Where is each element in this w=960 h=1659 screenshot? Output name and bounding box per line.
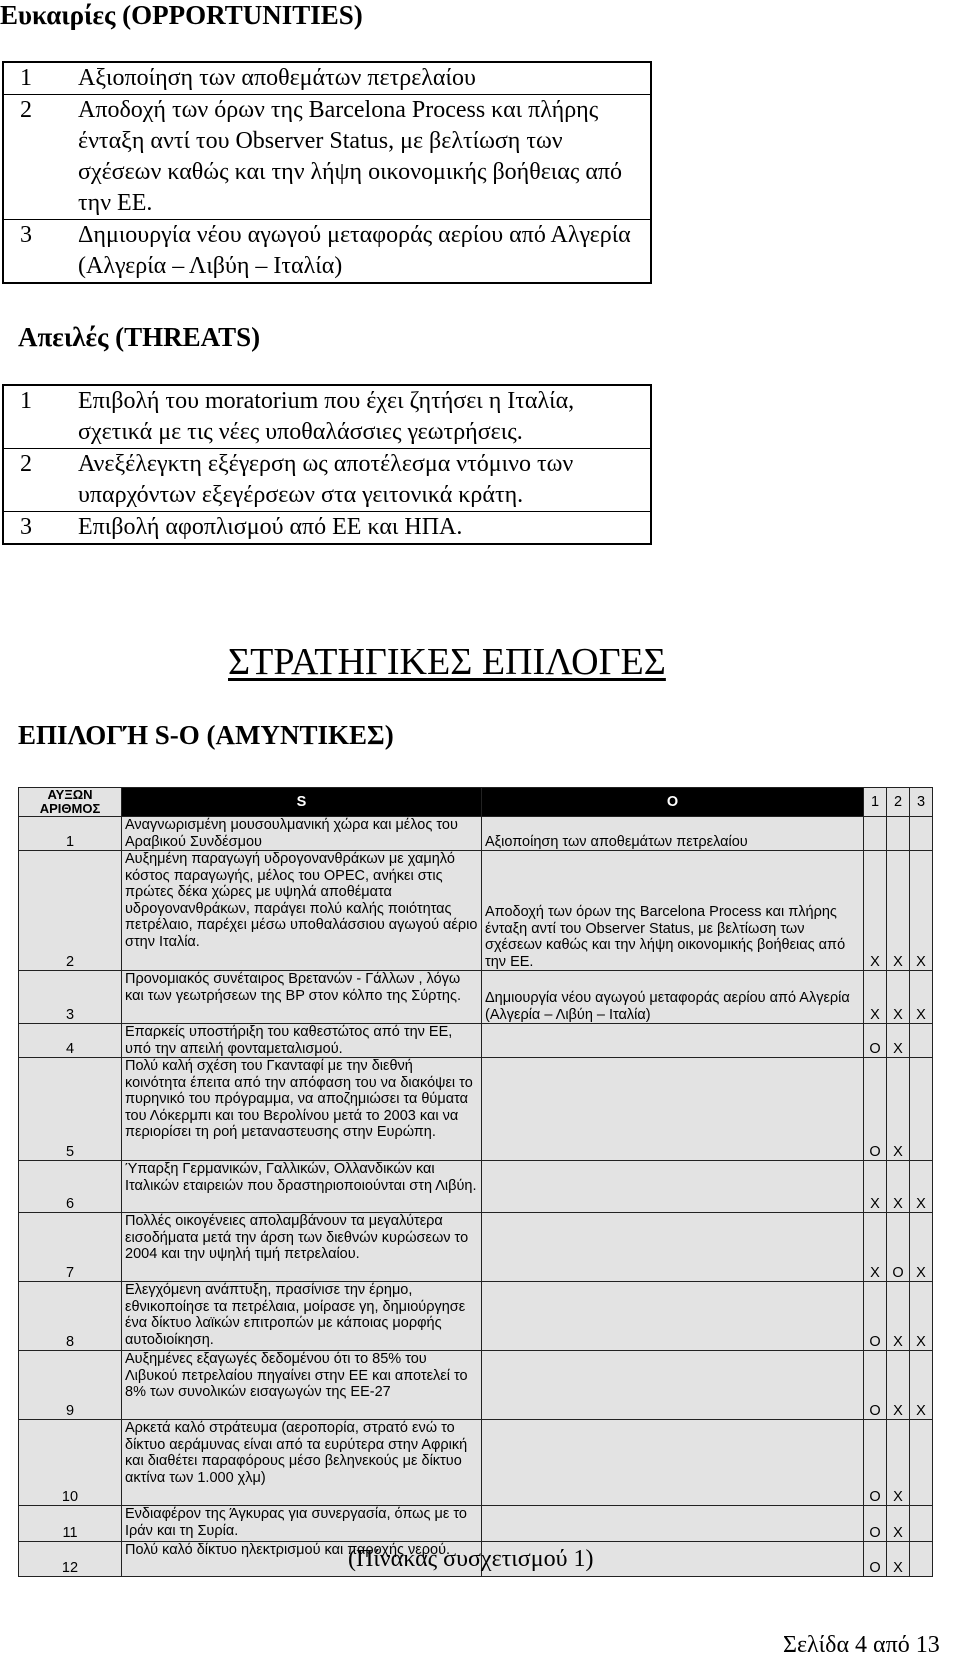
- matrix-header-c1: 1: [864, 788, 887, 817]
- threat-text: Ανεξέλεγκτη εξέγερση ως αποτέλεσμα ντόμινο των υπαρχόντων εξεγέρσεων στα γειτονικά κράτη.: [78, 449, 651, 512]
- list-item: 1 Αξιοποίηση των αποθεμάτων πετρελαίου: [3, 62, 651, 95]
- so-heading: ΕΠΙΛΟΓΉ S-O (ΑΜΥΝΤΙΚΕΣ): [18, 720, 394, 750]
- threat-text: Επιβολή αφοπλισμού από ΕΕ και ΗΠΑ.: [78, 512, 651, 545]
- table-row: 4 Επαρκείς υποστήριξη του καθεστώτος από την ΕΕ, υπό την απειλή φονταμεταλισμού. O X: [19, 1024, 933, 1058]
- table-row: 7 Πολλές οικογένειες απολαμβάνουν τα μεγαλύτερα εισοδήματα μετά την άρση των διεθνών κυρώσεων το 2004 και την υψηλή τιμή πετρελαίου. X O X: [19, 1213, 933, 1282]
- opportunities-heading: Ευκαιρίες (OPPORTUNITIES): [0, 0, 363, 30]
- list-item: 3 Επιβολή αφοπλισμού από ΕΕ και ΗΠΑ.: [3, 512, 651, 545]
- table-row: 10 Αρκετά καλό στράτευμα (αεροπορία, στρατό ενώ το δίκτυο αεράμυνας είναι από τα ευρύτερα στην Αφρική και διαθέτει παραφόρους μέσο βεληνεκούς με δίκτυο ακτίνα των 1.000 χλμ) O X: [19, 1420, 933, 1506]
- matrix-header-aux: ΑΥΞΩΝ ΑΡΙΘΜΟΣ: [19, 788, 122, 817]
- table-row: 3 Προνομιακός συνέταιρος Βρετανών - Γάλλων , λόγω και των γεωτρήσεων της BP στον κόλπο της Σύρτης. Δημιουργία νέου αγωγού μεταφοράς αερίου από Αλγερία (Αλγερία – Λιβύη – Ιταλία) X X X: [19, 971, 933, 1024]
- matrix-header-c2: 2: [887, 788, 910, 817]
- matrix-header-row: [19, 788, 933, 817]
- strategic-options-title: ΣΤΡΑΤΗΓΙΚΕΣ ΕΠΙΛΟΓΕΣ: [228, 641, 666, 683]
- table-caption: (Πίνακας συσχετισμού 1): [348, 1546, 594, 1572]
- matrix-header-s: S: [122, 788, 482, 817]
- table-row: 6 Ύπαρξη Γερμανικών, Γαλλικών, Ολλανδικών και Ιταλικών εταιρειών που δραστηριοποιούνται στη Λιβύη. X X X: [19, 1161, 933, 1213]
- opportunity-text: Αξιοποίηση των αποθεμάτων πετρελαίου: [78, 62, 651, 95]
- list-item: 2 Ανεξέλεγκτη εξέγερση ως αποτέλεσμα ντόμινο των υπαρχόντων εξεγέρσεων στα γειτονικά κράτη.: [3, 449, 651, 512]
- matrix-header-c3: 3: [910, 788, 933, 817]
- list-item: 2 Αποδοχή των όρων της Barcelona Process και πλήρης ένταξη αντί του Observer Status, με βελτίωση των σχέσεων καθώς και την λήψη οικονομικής βοήθειας από την ΕΕ.: [3, 95, 651, 220]
- matrix-header-o: O: [482, 788, 864, 817]
- table-row: 2 Αυξημένη παραγωγή υδρογονανθράκων με χαμηλό κόστος παραγωγής, μέλος του OPEC, ανήκει στις πρώτες δέκα χώρες με υψηλά αποθέματα υδρογονανθράκων, παράγει πολύ καλής ποιότητας πετρέλαιο, παρέχει μέσω υποθαλάσσιου αγωγού αέριο στην Ιταλία. Αποδοχή των όρων της Barcelona Process και πλήρης ένταξη αντί του Observer Status, με βελτίωση των σχέσεων καθώς και την λήψη οικονομικής βοήθειας από την ΕΕ. X X X: [19, 851, 933, 971]
- opportunities-table: [2, 61, 652, 284]
- table-row: 9 Αυξημένες εξαγωγές δεδομένου ότι το 85% του Λιβυκού πετρελαίου πηγαίνει στην ΕΕ και αποτελεί το 8% των συνολικών εισαγωγών της ΕΕ-27 O X X: [19, 1351, 933, 1420]
- so-matrix-table: [18, 787, 933, 1577]
- table-row: 11 Ενδιαφέρον της Άγκυρας για συνεργασία, όπως με το Ιράν και τη Συρία. O X: [19, 1506, 933, 1542]
- threats-heading: Απειλές (THREATS): [18, 322, 261, 352]
- threats-table: [2, 384, 652, 545]
- table-row: 8 Ελεγχόμενη ανάπτυξη, πρασίνισε την έρημο, εθνικοποίησε τα πετρέλαια, μοίρασε γη, δημιούργησε ένα δίκτυο λαϊκών επιτροπών με κάποιας μορφής αυτοδιοίκηση. O X X: [19, 1282, 933, 1351]
- table-row: 5 Πολύ καλή σχέση του Γκανταφί με την διεθνή κοινότητα έπειτα από την απόφαση του να διακόψει το πυρηνικό του πρόγραμμα, να αποζημιώσει τα θύματα του Λόκερμπι και του Βερολίνου μετά το 2003 και να περιορίσει τη ροή μεταναστευσης στην Ευρώπη. O X: [19, 1058, 933, 1161]
- opportunity-text: Αποδοχή των όρων της Barcelona Process και πλήρης ένταξη αντί του Observer Status, με βελτίωση των σχέσεων καθώς και την λήψη οικονομικής βοήθειας από την ΕΕ.: [78, 95, 651, 220]
- list-item: 3 Δημιουργία νέου αγωγού μεταφοράς αερίου από Αλγερία (Αλγερία – Λιβύη – Ιταλία): [3, 220, 651, 284]
- opportunity-text: Δημιουργία νέου αγωγού μεταφοράς αερίου από Αλγερία (Αλγερία – Λιβύη – Ιταλία): [78, 220, 651, 284]
- table-row: 12 Πολύ καλό δίκτυο ηλεκτρισμού και παροχής νερού. O X: [19, 1542, 933, 1577]
- threat-text: Επιβολή του moratorium που έχει ζητήσει η Ιταλία, σχετικά με τις νέες υποθαλάσσιες γεωτρήσεις.: [78, 385, 651, 449]
- table-row: 1 Αναγνωρισμένη μουσουλμανική χώρα και μέλος του Αραβικού Συνδέσμου Αξιοποίηση των αποθεμάτων πετρελαίου: [19, 817, 933, 851]
- page-number: Σελίδα 4 από 13: [783, 1632, 940, 1658]
- list-item: 1 Επιβολή του moratorium που έχει ζητήσει η Ιταλία, σχετικά με τις νέες υποθαλάσσιες γεωτρήσεις.: [3, 385, 651, 449]
